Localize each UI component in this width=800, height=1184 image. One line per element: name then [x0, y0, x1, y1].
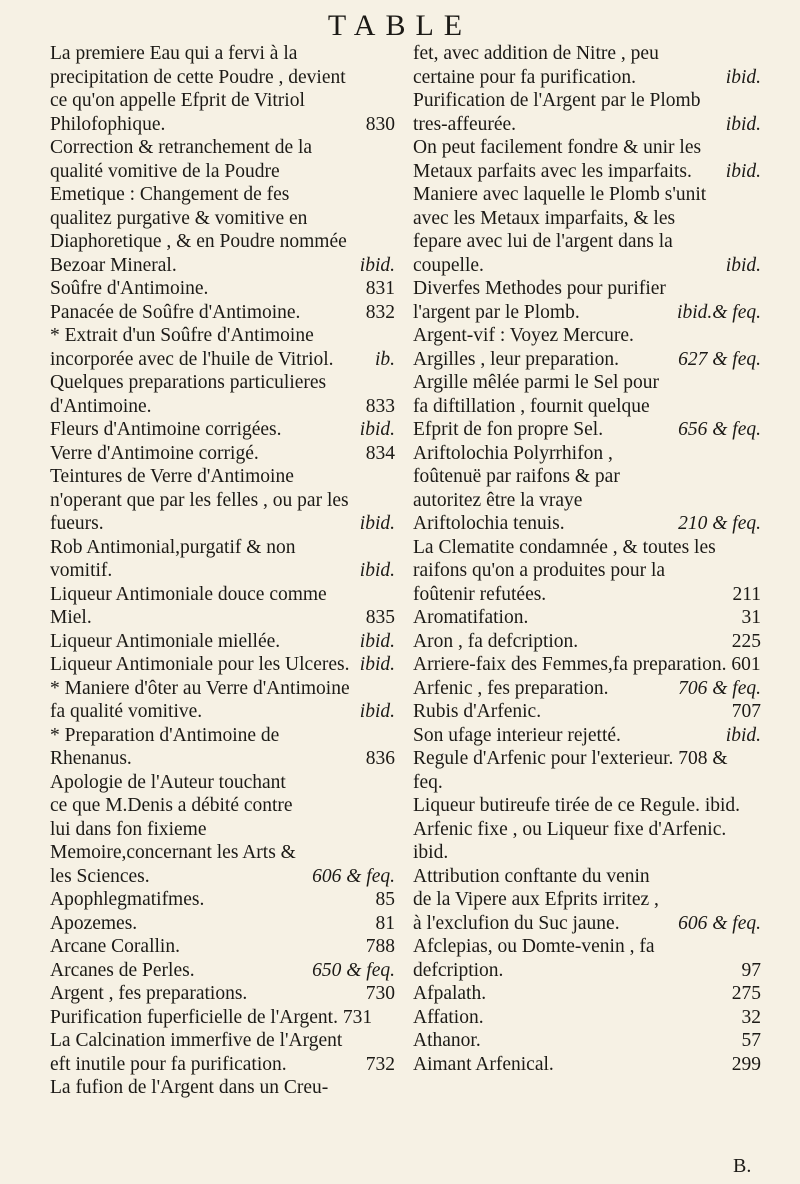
index-entry — [50, 465, 395, 536]
running-header: TABLE — [327, 9, 473, 42]
index-entry — [50, 888, 395, 912]
index-entry — [50, 42, 395, 136]
index-entry — [413, 653, 761, 677]
index-entry — [413, 1053, 761, 1077]
entry-text: La premiere Eau qui a fervi à la precipitation de cette Poudre , devient ce qu'on appelle Efprit de Vitriol Philofophique. — [50, 43, 346, 135]
index-entry — [50, 630, 395, 654]
index-entry — [413, 677, 761, 701]
page-reference: ibid. — [359, 560, 395, 581]
index-entry — [413, 183, 761, 277]
page-reference: ibid. — [359, 419, 395, 440]
entry-text: Argille mêlée parmi le Sel pour fa diftillation , fournit quelque Efprit de fon propre Sel. — [413, 372, 660, 440]
index-entry — [50, 912, 395, 936]
page-reference: 97 — [741, 959, 761, 981]
index-entry — [50, 442, 395, 466]
page-reference: ibid. — [359, 513, 395, 534]
page-reference: ibid. — [725, 66, 761, 88]
entry-text: Arcane Corallin. — [50, 936, 180, 957]
page-reference: ibid. — [725, 160, 761, 182]
index-entry — [413, 982, 761, 1006]
entry-text: Fleurs d'Antimoine corrigées. — [50, 419, 282, 440]
index-entry — [50, 982, 395, 1006]
entry-text: Argent-vif : Voyez Mercure. — [413, 325, 634, 346]
page-reference: 211 — [732, 583, 761, 605]
index-entry — [413, 442, 761, 536]
entry-text: Athanor. — [413, 1030, 481, 1051]
page-reference: 706 & feq. — [678, 677, 761, 699]
index-entry — [413, 747, 761, 794]
entry-text: Afclepias, ou Domte-venin , fa defcription. — [413, 936, 655, 981]
page-reference: 32 — [741, 1006, 761, 1028]
index-entry — [50, 1076, 395, 1100]
index-entry — [50, 959, 395, 983]
page-reference: ibid. — [725, 724, 761, 746]
entry-text: Rubis d'Arfenic. — [413, 701, 542, 722]
page-reference: ibid. — [359, 254, 395, 276]
index-entry — [50, 724, 395, 771]
page-reference: ibid. — [359, 630, 395, 652]
entry-text: Purification fuperficielle de l'Argent. 731 — [50, 1006, 373, 1028]
index-entry — [50, 935, 395, 959]
page-reference: 81 — [375, 912, 395, 934]
entry-text: Liqueur Antimoniale pour les Ulceres. — [50, 654, 350, 675]
entry-text: fet, avec addition de Nitre , peu certaine pour fa purification. — [413, 43, 659, 88]
page-reference: 730 — [365, 983, 395, 1004]
index-entry — [413, 277, 761, 324]
index-entry — [50, 1006, 395, 1030]
entry-text: Aromatifation. — [413, 607, 529, 628]
page-reference: 225 — [731, 630, 761, 652]
page-reference: 834 — [365, 442, 395, 464]
page-reference: ibid. — [359, 654, 395, 675]
page-reference: 606 & feq. — [312, 865, 395, 887]
index-entry — [413, 606, 761, 630]
entry-text: Liqueur Antimoniale douce comme Miel. — [50, 583, 327, 628]
index-entry — [413, 794, 761, 818]
entry-text: Argilles , leur preparation. — [413, 348, 619, 370]
page-reference: 833 — [365, 395, 395, 417]
entry-text: Quelques preparations particulieres d'Antimoine. — [50, 372, 327, 417]
entry-text: Diverfes Methodes pour purifier l'argent par le Plomb. — [413, 278, 666, 323]
index-entry — [50, 418, 395, 442]
entry-text: Apophlegmatifmes. — [50, 889, 205, 910]
entry-text: Apozemes. — [50, 912, 138, 934]
left-column — [50, 42, 395, 1100]
page-reference: 31 — [741, 607, 761, 628]
page-reference: ibid. — [725, 113, 761, 135]
entry-text: Apologie de l'Auteur touchant ce que M.Denis a débité contre lui dans fon fixieme Memoire,concernant les Arts & les Sciences. — [50, 771, 296, 887]
page-reference: 656 & feq. — [678, 419, 761, 440]
entry-text: Argent , fes preparations. — [50, 983, 248, 1004]
page-reference: 210 & feq. — [678, 513, 761, 534]
index-entry — [413, 724, 761, 748]
index-entry — [50, 371, 395, 418]
page-reference: 835 — [365, 607, 395, 628]
entry-text: Ariftolochia Polyrrhifon , foûtenuë par raifons & par autoritez être la vraye Ariftolochia tenuis. — [413, 442, 620, 534]
entry-text: Aimant Arfenical. — [413, 1053, 554, 1075]
index-entry — [413, 1029, 761, 1053]
entry-text: Arfenic , fes preparation. — [413, 677, 609, 699]
entry-text: Afpalath. — [413, 983, 487, 1004]
entry-text: Arriere-faix des Femmes,fa preparation. 601 — [413, 654, 761, 675]
entry-text: Purification de l'Argent par le Plomb tres-affeurée. — [413, 90, 701, 135]
page-reference: ibid. — [725, 254, 761, 276]
entry-text: Soûfre d'Antimoine. — [50, 278, 209, 299]
index-entry — [413, 1006, 761, 1030]
page-reference: 57 — [741, 1030, 761, 1051]
entry-text: Correction & retranchement de la qualité vomitive de la Poudre Emetique : Changement de fes qualitez purgative & vomitive en Diaphoretique , & en Poudre nommée Bezoar Mineral. — [50, 137, 347, 276]
entry-text: * Maniere d'ôter au Verre d'Antimoine fa qualité vomitive. — [50, 677, 350, 722]
index-entry — [413, 324, 761, 348]
page-reference: 275 — [731, 983, 761, 1004]
index-entry — [50, 136, 395, 277]
index-entry — [50, 301, 395, 325]
entry-text: On peut facilement fondre & unir les Metaux parfaits avec les imparfaits. — [413, 137, 702, 182]
entry-text: Aron , fa defcription. — [413, 630, 579, 652]
page-reference: 836 — [365, 748, 395, 769]
index-entry — [50, 536, 395, 583]
page-reference: 707 — [731, 701, 761, 722]
index-entry — [50, 771, 395, 889]
entry-text: Maniere avec laquelle le Plomb s'unit avec les Metaux imparfaits, & les fepare avec lui de l'argent dans la coupelle. — [413, 184, 707, 276]
index-entry — [413, 348, 761, 372]
page-reference: ib. — [374, 348, 395, 370]
page-reference: 627 & feq. — [678, 348, 761, 370]
right-column — [413, 42, 761, 1076]
entry-text: Panacée de Soûfre d'Antimoine. — [50, 301, 301, 323]
index-entry — [413, 136, 761, 183]
index-entry — [50, 324, 395, 371]
index-entry — [413, 371, 761, 442]
index-entry — [413, 865, 761, 936]
index-entry — [413, 536, 761, 607]
entry-text: Liqueur Antimoniale miellée. — [50, 630, 281, 652]
entry-text: Attribution conftante du venin de la Vipere aux Efprits irritez , à l'exclufion du Suc jaune. — [413, 865, 659, 934]
entry-text: Regule d'Arfenic pour l'exterieur. 708 & feq. — [413, 748, 728, 793]
page-reference: 650 & feq. — [312, 959, 395, 981]
page-reference: 85 — [375, 889, 395, 910]
entry-text: Teintures de Verre d'Antimoine n'operant que par les felles , ou par les fueurs. — [50, 466, 349, 534]
entry-text: Verre d'Antimoine corrigé. — [50, 442, 259, 464]
index-entry — [413, 89, 761, 136]
index-entry — [50, 653, 395, 677]
page-reference: 832 — [365, 301, 395, 323]
index-entry — [413, 42, 761, 89]
index-entry — [413, 935, 761, 982]
index-entry — [50, 677, 395, 724]
page-reference: ibid.& feq. — [677, 301, 761, 323]
entry-text: Arfenic fixe , ou Liqueur fixe d'Arfenic. ibid. — [413, 818, 727, 863]
page-reference: 830 — [365, 113, 395, 135]
index-entry — [413, 818, 761, 865]
entry-text: Rob Antimonial,purgatif & non vomitif. — [50, 536, 296, 581]
entry-text: Affation. — [413, 1006, 484, 1028]
entry-text: La Calcination immerfive de l'Argent eft inutile pour fa purification. — [50, 1030, 343, 1075]
entry-text: La fufion de l'Argent dans un Creu- — [50, 1077, 329, 1098]
index-entry — [50, 583, 395, 630]
page-reference: 831 — [365, 278, 395, 299]
entry-text: La Clematite condamnée , & toutes les raifons qu'on a produites pour la foûtenir refutées. — [413, 536, 716, 605]
entry-text: Liqueur butireufe tirée de ce Regule. ibid. — [413, 795, 741, 816]
page-reference: ibid. — [359, 701, 395, 722]
page-reference: 299 — [731, 1053, 761, 1075]
index-entry — [50, 277, 395, 301]
index-entry — [413, 700, 761, 724]
entry-text: * Extrait d'un Soûfre d'Antimoine incorporée avec de l'huile de Vitriol. — [50, 325, 334, 370]
entry-text: Son ufage interieur rejetté. — [413, 724, 621, 746]
entry-text: Arcanes de Perles. — [50, 959, 195, 981]
index-entry — [413, 630, 761, 654]
index-entry — [50, 1029, 395, 1076]
page-reference: 788 — [365, 936, 395, 957]
page-reference: 606 & feq. — [678, 912, 761, 934]
entry-text: * Preparation d'Antimoine de Rhenanus. — [50, 724, 280, 769]
catchword: B. — [733, 1155, 752, 1177]
page-reference: 732 — [365, 1053, 395, 1075]
